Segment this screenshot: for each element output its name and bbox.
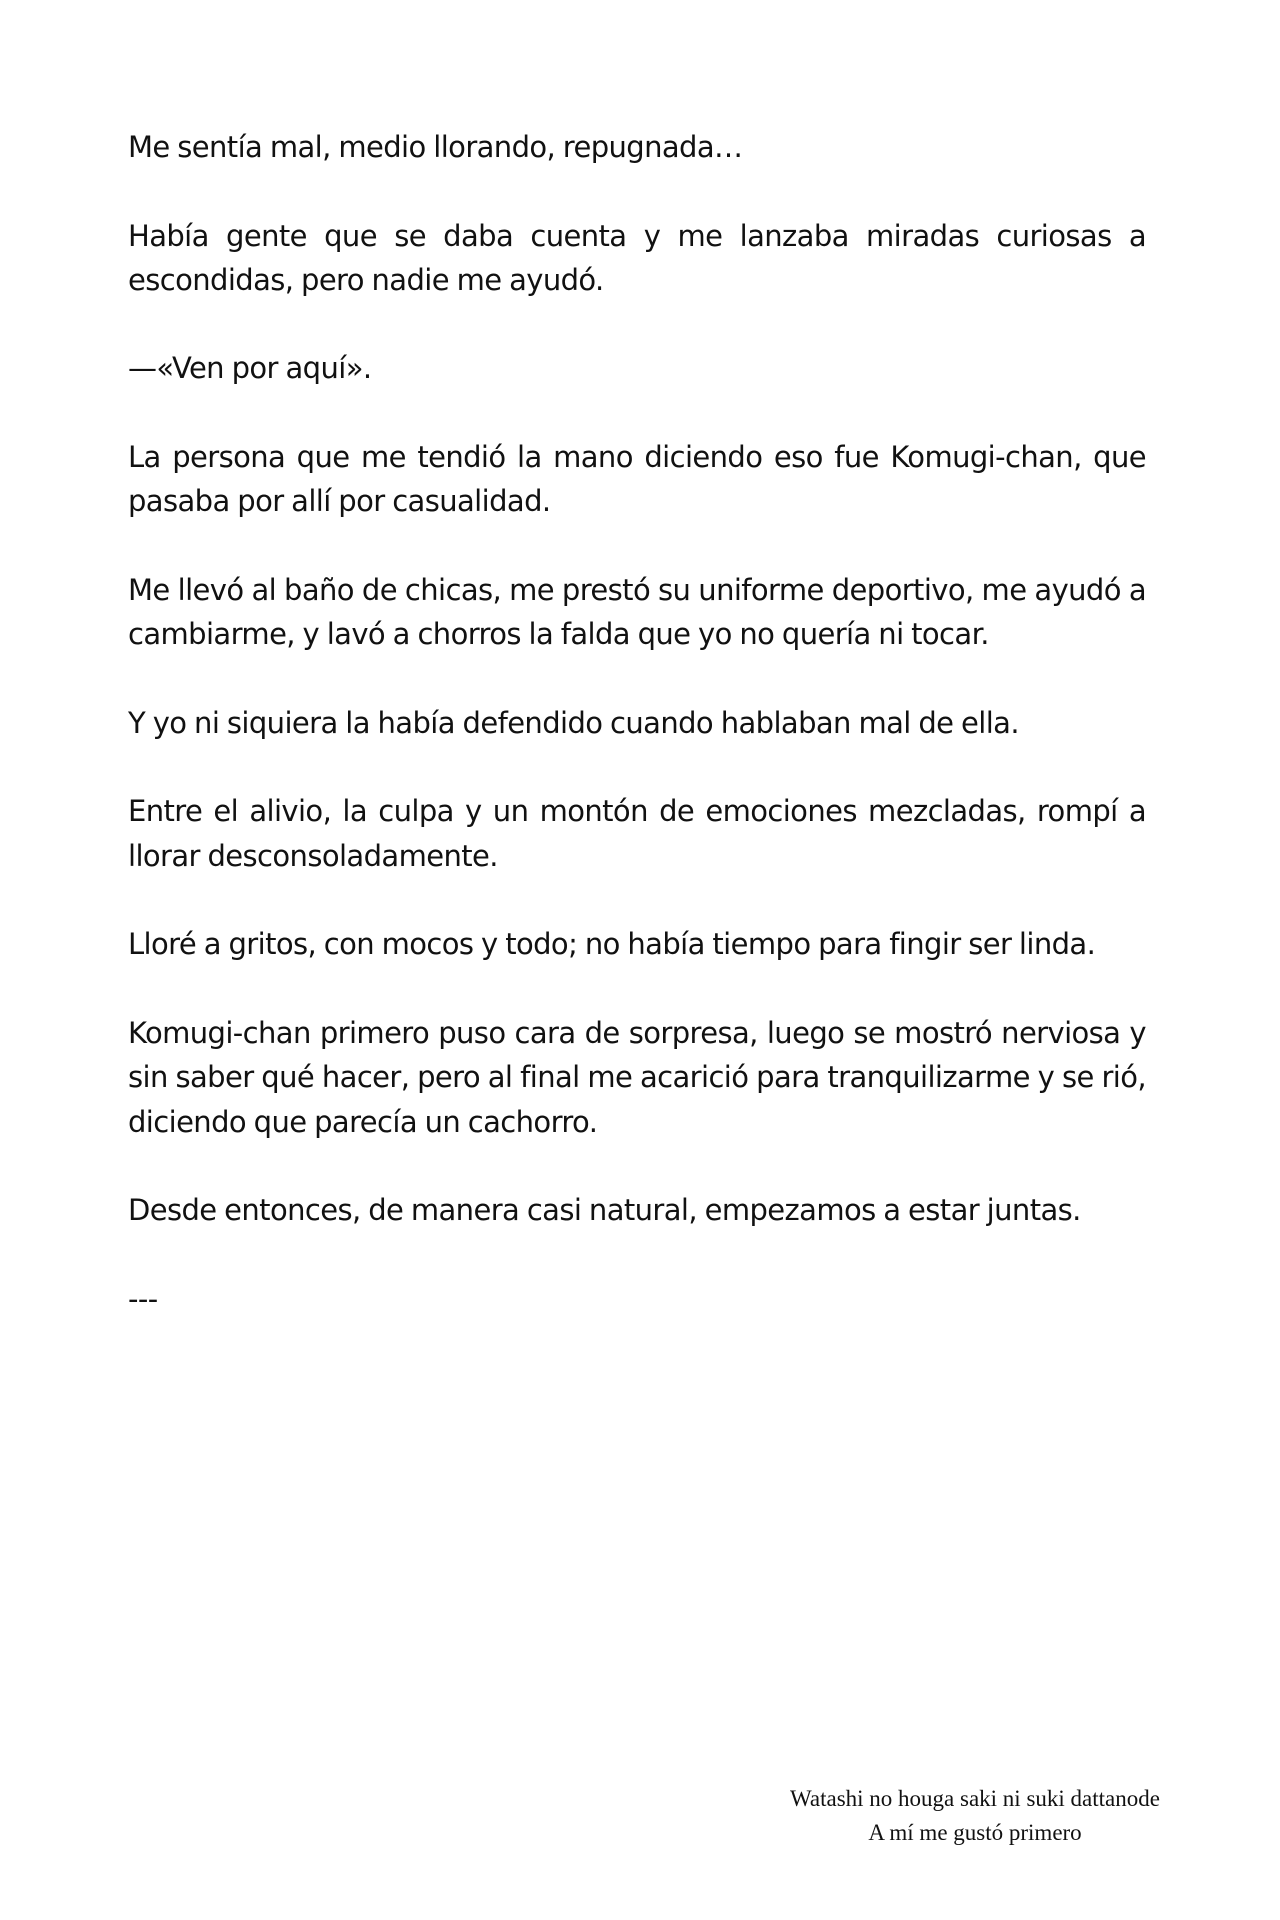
footer-translated-title: A mí me gustó primero: [868, 1820, 1082, 1845]
paragraph: Lloré a gritos, con mocos y todo; no había tiempo para fingir ser linda.: [128, 927, 1096, 962]
section-separator: ---: [128, 1281, 158, 1316]
paragraph: Me sentía mal, medio llorando, repugnada…: [128, 130, 743, 164]
paragraph: La persona que me tendió la mano diciendo eso fue Komugi-chan, que pasaba por allí por casualidad.: [128, 440, 1146, 519]
paragraph: Me llevó al baño de chicas, me prestó su uniforme deportivo, me ayudó a cambiarme, y lavó a chorros la falda que yo no quería ni tocar.: [128, 572, 1146, 652]
paragraph: Entre el alivio, la culpa y un montón de emociones mezcladas, rompí a llorar desconsoladamente.: [128, 794, 1146, 873]
paragraph: Komugi-chan primero puso cara de sorpresa, luego se mostró nerviosa y sin saber qué hacer, pero al final me acarició para tranquilizarme y se rió, diciendo que parecía un cachorro.: [128, 1015, 1146, 1139]
document-body: [128, 125, 1146, 1365]
paragraph: —«Ven por aquí».: [128, 351, 372, 386]
paragraph: Había gente que se daba cuenta y me lanzaba miradas curiosas a escondidas, pero nadie me ayudó.: [128, 218, 1146, 297]
paragraph: Desde entonces, de manera casi natural, empezamos a estar juntas.: [128, 1193, 1081, 1228]
footer-original-title: Watashi no houga saki ni suki dattanode: [790, 1786, 1160, 1811]
paragraph: Y yo ni siquiera la había defendido cuando hablaban mal de ella.: [128, 705, 1019, 740]
page-footer: [700, 1782, 1250, 1850]
